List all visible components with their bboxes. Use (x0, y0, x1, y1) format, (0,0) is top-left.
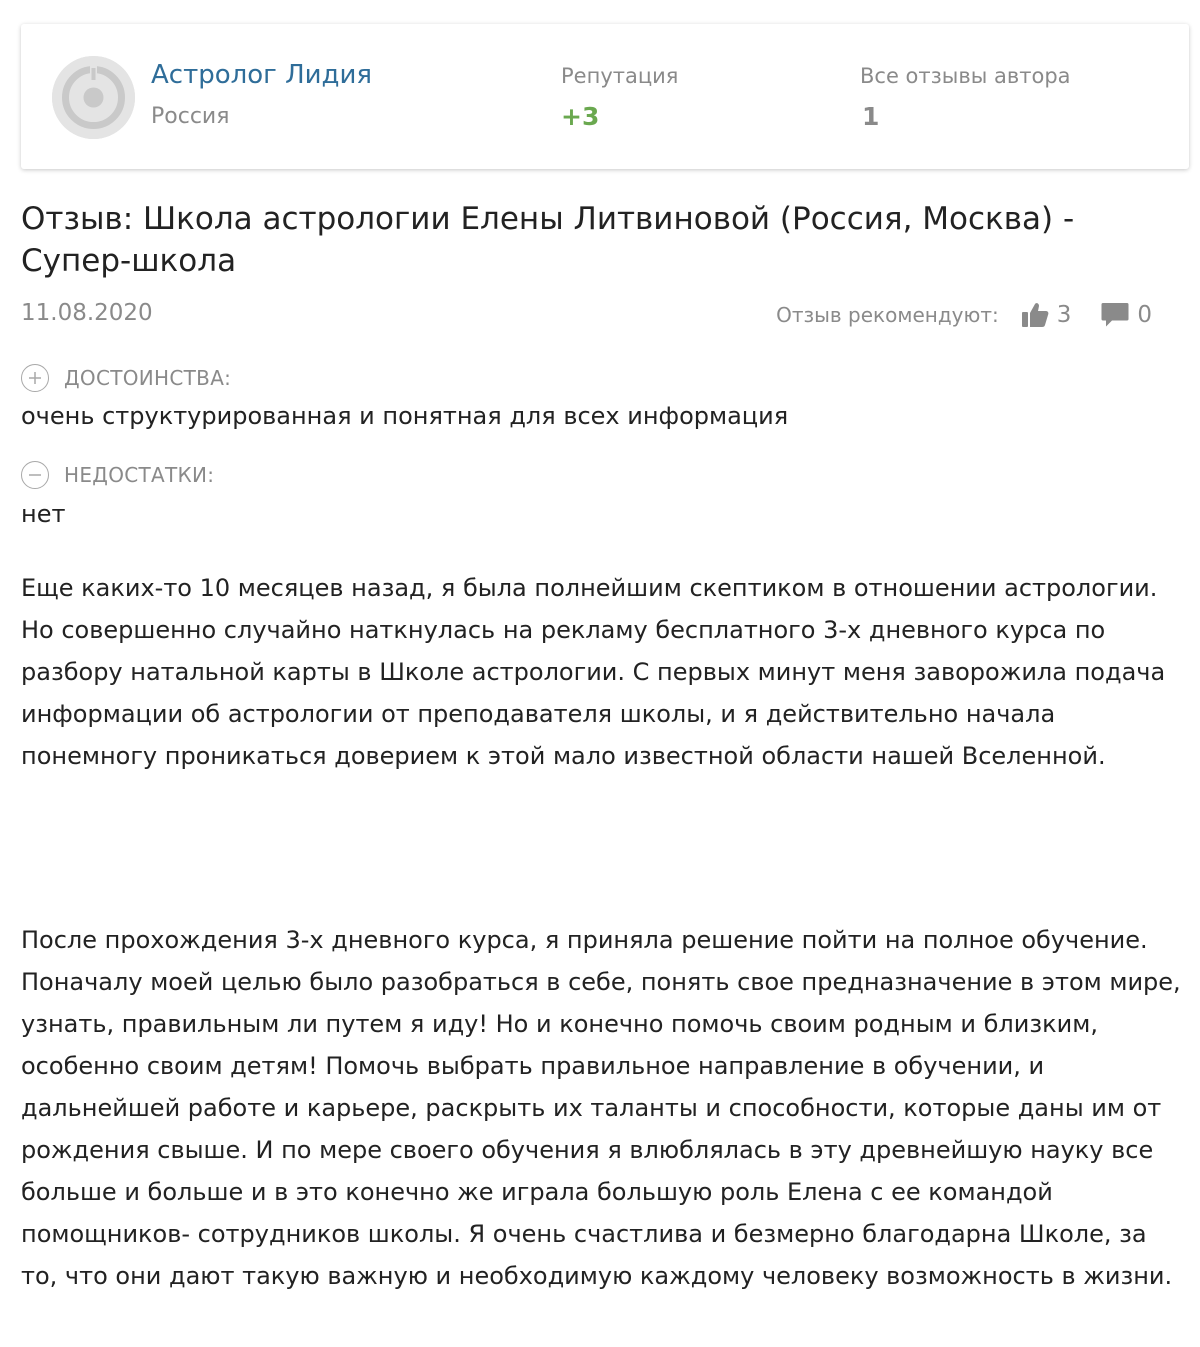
review-paragraph: Еще каких-то 10 месяцев назад, я была полнейшим скептиком в отношении астрологии. Но совершенно случайно наткнулась на рекламу бесплатного 3-х дневного курса по разбору натальной карты в Школе астрологии. С первых минут меня заворожила подача информации об астрологии от преподавателя школы, и я действительно начала понемногу проникаться доверием к этой мало известной области нашей Вселенной. (21, 574, 1166, 770)
pros-text: очень структурированная и понятная для всех информация (21, 402, 789, 430)
user-avatar-icon[interactable] (52, 56, 135, 139)
all-reviews-count-link[interactable]: 1 (862, 102, 880, 131)
pros-label: ДОСТОИНСТВА: (64, 366, 232, 390)
plus-circle-icon (21, 364, 49, 392)
thumbs-up-icon (1021, 302, 1057, 328)
minus-circle-icon (21, 461, 49, 489)
author-country: Россия (151, 104, 230, 129)
recommend-bar (776, 302, 1152, 328)
recommend-label: Отзыв рекомендуют: (776, 303, 999, 327)
all-reviews-label: Все отзывы автора (860, 64, 1071, 88)
like-button[interactable] (1021, 302, 1072, 328)
review-paragraph: После прохождения 3-х дневного курса, я приняла решение пойти на полное обучение. Поначалу моей целью было разобраться в себе, понять свое предназначение в этом мире, узнать, правильным ли путем я иду! Но и конечно помочь своим родным и близким, особенно своим детям! Помочь выбрать правильное направление в обучении, и дальнейшей работе и карьере, раскрыть их таланты и способности, которые даны им от рождения свыше. И по мере своего обучения я влюблялась в эту древнейшую науку все больше и больше и в это конечно же играла большую роль Елена с ее командой помощников- сотрудников школы. Я очень счастлива и безмерно благодарна Школе, за то, что они дают такую важную и необходимую каждому человеку возможность в жизни. (21, 926, 1181, 1290)
pros-header (21, 364, 231, 392)
author-name-link[interactable]: Астролог Лидия (151, 60, 373, 90)
cons-text: нет (21, 500, 66, 528)
reputation-value: +3 (561, 102, 600, 131)
reputation-label: Репутация (561, 64, 679, 88)
review-title: Отзыв: Школа астрологии Елены Литвиновой (Россия, Москва) - Супер-школа (21, 201, 1075, 279)
comment-icon (1101, 302, 1137, 328)
cons-label: НЕДОСТАТКИ: (64, 463, 215, 487)
cons-header (21, 461, 214, 489)
comments-count: 0 (1137, 302, 1152, 328)
likes-count: 3 (1056, 302, 1072, 328)
review-date: 11.08.2020 (21, 300, 153, 326)
author-card (21, 24, 1189, 169)
comments-button[interactable] (1101, 302, 1152, 328)
